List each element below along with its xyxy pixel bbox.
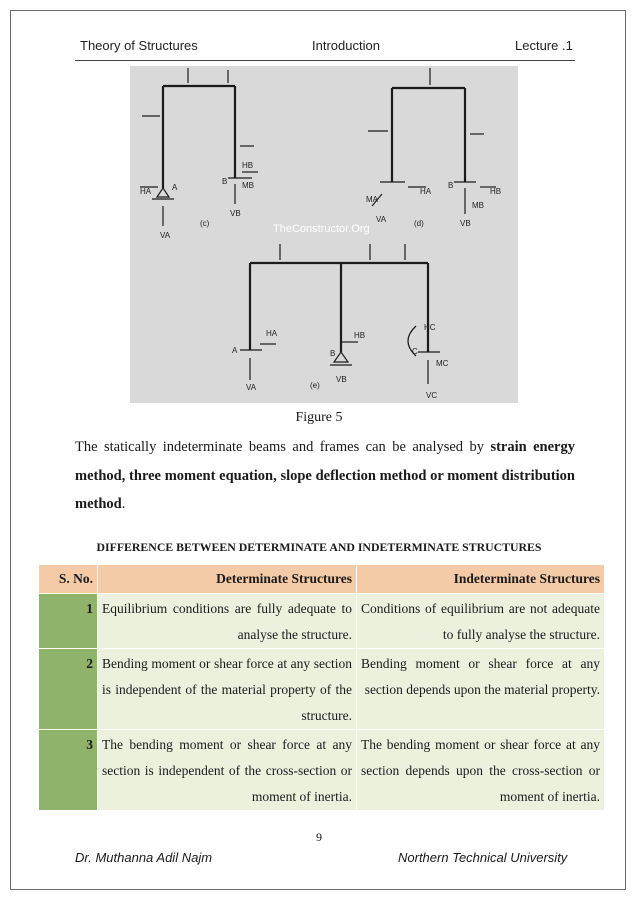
structure-figure	[130, 66, 518, 403]
label-a-e: A	[232, 346, 238, 355]
header-course: Theory of Structures	[80, 38, 198, 53]
label-hb-e: HB	[354, 331, 366, 340]
frames-diagram	[130, 66, 518, 403]
header-determinate: Determinate Structures	[98, 565, 357, 594]
determinate-cell: Bending moment or shear force at any section is independent of the material property of the structure.	[98, 649, 357, 730]
table-row	[39, 649, 605, 730]
paragraph-end: .	[121, 496, 126, 512]
label-vb-e: VB	[336, 375, 347, 384]
row-number: 1	[39, 594, 98, 649]
analysis-methods-paragraph	[75, 433, 575, 519]
label-hc-e: HC	[424, 323, 436, 332]
footer-university: Northern Technical University	[398, 850, 568, 865]
figure-caption: Figure 5	[295, 410, 343, 425]
page-number: 9	[316, 830, 322, 844]
label-c-e: C	[412, 347, 418, 356]
paragraph-methods: strain energy method, three moment equation, slope deflection method or moment distribution method	[75, 439, 575, 512]
indeterminate-cell: Conditions of equilibrium are not adequate to fully analyse the structure.	[357, 594, 605, 649]
label-ha-c: HA	[140, 187, 152, 196]
label-ha-d: HA	[420, 187, 432, 196]
label-hb-d: HB	[490, 187, 502, 196]
label-mc-e: MC	[436, 359, 449, 368]
row-number: 2	[39, 649, 98, 730]
label-b-c: B	[222, 177, 228, 186]
label-frame-c: (c)	[200, 219, 210, 228]
table-row	[39, 594, 605, 649]
table-row	[39, 730, 605, 811]
section-title: DIFFERENCE BETWEEN DETERMINATE AND INDETERMINATE STRUCTURES	[96, 540, 542, 554]
determinate-cell: Equilibrium conditions are fully adequate to analyse the structure.	[98, 594, 357, 649]
footer-author: Dr. Muthanna Adil Najm	[75, 850, 213, 865]
label-frame-e: (e)	[310, 381, 320, 390]
label-frame-d: (d)	[414, 219, 424, 228]
label-va-c: VA	[160, 231, 171, 240]
row-number: 3	[39, 730, 98, 811]
label-hb-c: HB	[242, 161, 254, 170]
watermark: TheConstructor.Org	[273, 223, 370, 235]
header-lecture: Lecture .1	[515, 38, 573, 53]
label-va-d: VA	[376, 215, 387, 224]
determinate-cell: The bending moment or shear force at any section is independent of the cross-section or moment of inertia.	[98, 730, 357, 811]
label-a-c: A	[172, 183, 178, 192]
header-rule	[75, 60, 575, 61]
indeterminate-cell: The bending moment or shear force at any section depends upon the cross-section or moment of inertia.	[357, 730, 605, 811]
label-mb-c: MB	[242, 181, 254, 190]
header-sno: S. No.	[39, 565, 98, 594]
label-ha-e: HA	[266, 329, 278, 338]
label-mb-d: MB	[472, 201, 484, 210]
label-vb-c: VB	[230, 209, 241, 218]
label-va-e: VA	[246, 383, 257, 392]
header-indeterminate: Indeterminate Structures	[357, 565, 605, 594]
comparison-table	[38, 564, 605, 811]
label-b-d: B	[448, 181, 454, 190]
table-header-row	[39, 565, 605, 594]
label-vc-e: VC	[426, 391, 438, 400]
indeterminate-cell: Bending moment or shear force at any section depends upon the material property.	[357, 649, 605, 730]
label-vb-d: VB	[460, 219, 471, 228]
paragraph-intro: The statically indeterminate beams and frames can be analysed by	[75, 439, 491, 455]
header-topic: Introduction	[312, 38, 380, 53]
label-ma-d: MA	[366, 195, 378, 204]
label-b-e: B	[330, 349, 336, 358]
